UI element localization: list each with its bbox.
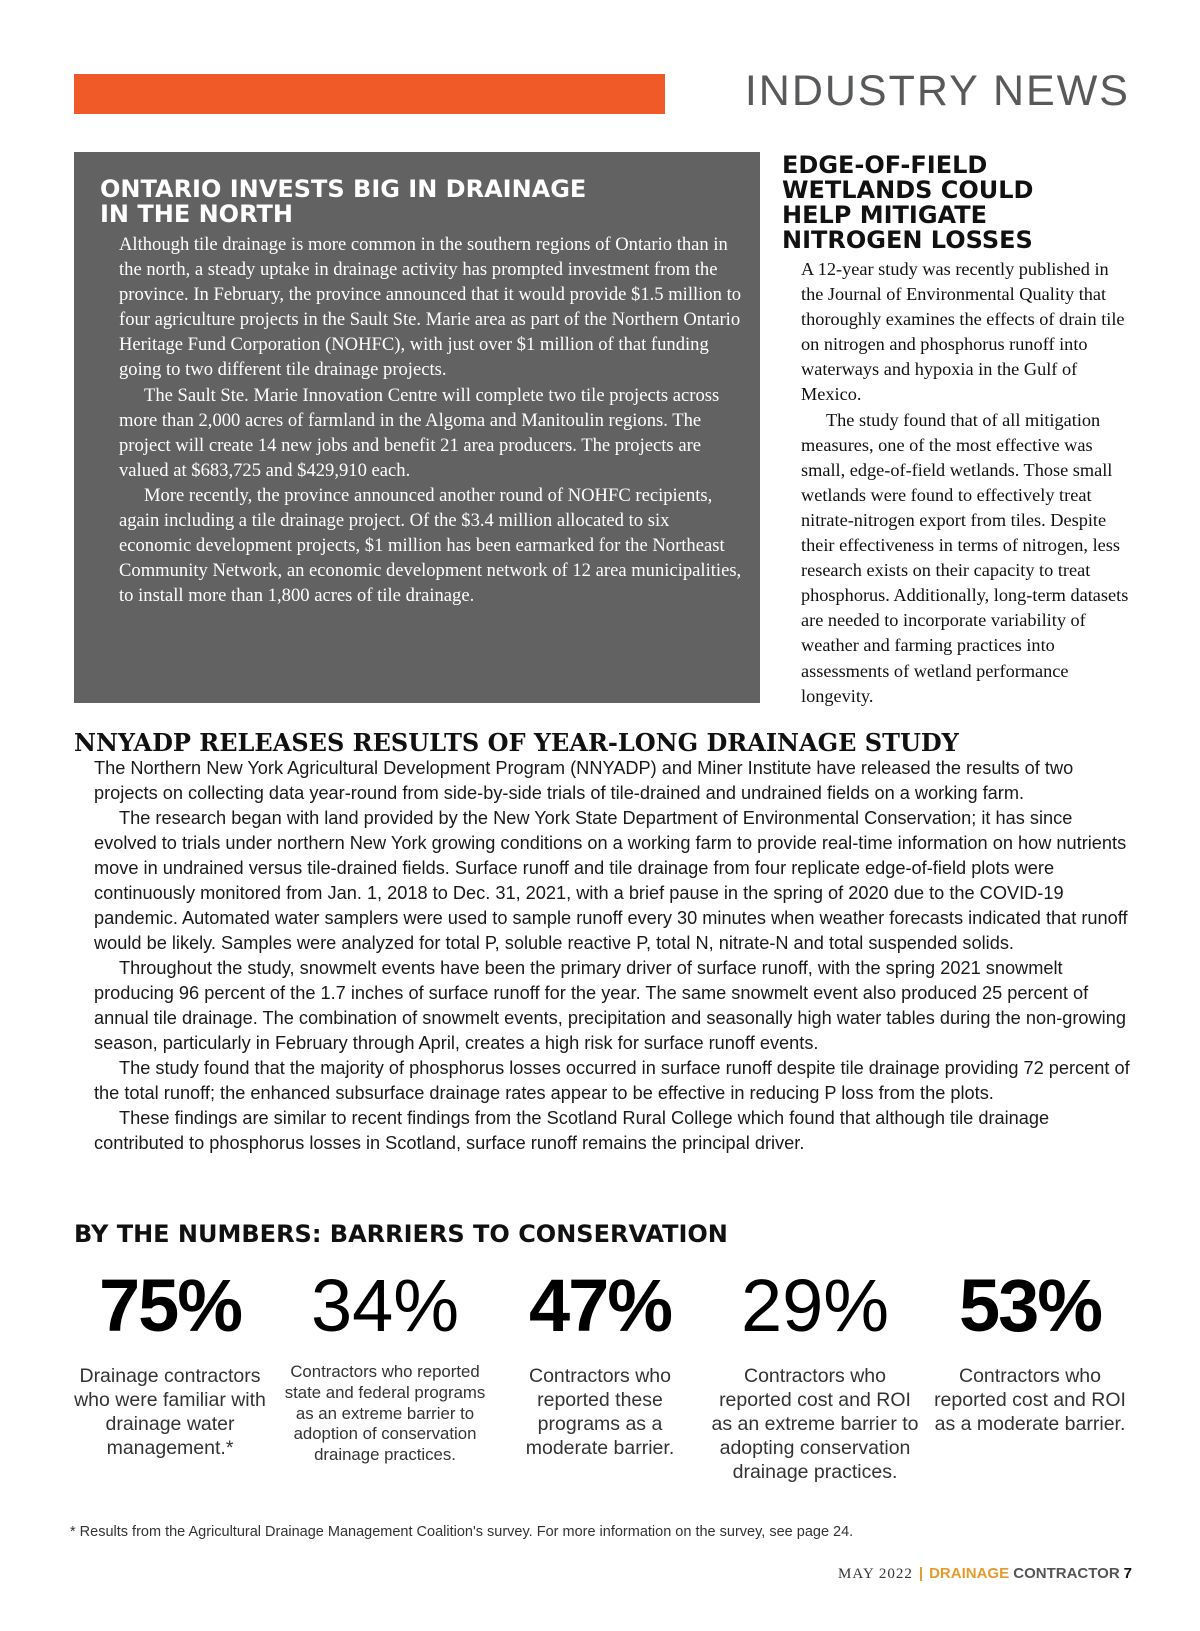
main-article-body [94, 756, 1139, 1156]
side-article-body [801, 257, 1131, 709]
stat-item [925, 1266, 1135, 1436]
stat-description: Contractors who reported cost and ROI as an extreme barrier to adopting conservation drainage practices. [711, 1365, 919, 1483]
by-the-numbers-heading: BY THE NUMBERS: BARRIERS TO CONSERVATION [74, 1220, 728, 1248]
side-heading-line: NITROGEN LOSSES [782, 226, 1033, 254]
footnote: * Results from the Agricultural Drainage Management Coalition's survey. For more information on the survey, see page 24. [70, 1524, 854, 1540]
section-title: INDUSTRY NEWS [744, 67, 1130, 115]
paragraph: These findings are similar to recent findings from the Scotland Rural College which found that although tile drainage contributed to phosphorus losses in Scotland, surface runoff remains the principal driver. [94, 1108, 1050, 1153]
page-number: 7 [1123, 1565, 1132, 1582]
side-heading-line: HELP MITIGATE [782, 201, 988, 229]
paragraph: The Sault Ste. Marie Innovation Centre will complete two tile projects across more than 2,000 acres of farmland in the Algoma and Manitoulin regions. The project will create 14 new jobs and benefit 21 area producers. The projects are valued at $683,725 and $429,910 each. [119, 384, 720, 481]
stat-value: 47% [528, 1264, 672, 1347]
paragraph: Although tile drainage is more common in the southern regions of Ontario than in the north, a steady uptake in drainage activity has prompted investment from the province. In February, the province announced that it would provide $1.5 million to four agriculture projects in the Sault Ste. Marie area as part of the Northern Ontario Heritage Fund Corporation (NOHFC), with just over $1 million of that funding going to two different tile drainage projects. [119, 234, 742, 381]
stat-item [280, 1266, 490, 1466]
header-accent-bar [74, 74, 665, 114]
paragraph: A 12-year study was recently published in the Journal of Environmental Quality that thoroughly examines the effects of drain tile on nitrogen and phosphorus runoff into waterways and hypoxia in the Gulf of Mexico. [801, 259, 1125, 405]
page-folio [838, 1565, 1132, 1583]
side-heading-line: EDGE-OF-FIELD [782, 151, 988, 179]
paragraph: Throughout the study, snowmelt events have been the primary driver of surface runoff, with the spring 2021 snowmelt producing 96 percent of the 1.7 inches of surface runoff for the year. The same snowmelt event also produced 25 percent of annual tile drainage. The combination of snowmelt events, precipitation and seasonally high water tables during the non-growing season, particularly in February through April, creates a high risk for surface runoff events. [94, 958, 1126, 1053]
sidebar-heading-line: ONTARIO INVESTS BIG IN DRAINAGE [100, 175, 587, 203]
paragraph: The study found that the majority of phosphorus losses occurred in surface runoff despite tile drainage providing 72 percent of the total runoff; the enhanced subsurface drainage rates appear to be effective in reducing P loss from the plots. [94, 1058, 1130, 1103]
paragraph: The study found that of all mitigation measures, one of the most effective was small, edge-of-field wetlands. Those small wetlands were found to effectively treat nitrate-nitrogen export from tiles. Despite their effectiveness in terms of nitrogen, less research exists on their capacity to treat phosphorus. Additionally, long-term datasets are needed to incorporate variability of weather and farming practices into assessments of wetland performance longevity. [801, 409, 1129, 706]
stat-description: Contractors who reported state and federal programs as an extreme barrier to adoption of conservation drainage practices. [284, 1362, 486, 1465]
main-article-heading: NNYADP RELEASES RESULTS OF YEAR-LONG DRAINAGE STUDY [74, 728, 959, 757]
stat-item [65, 1266, 275, 1460]
stat-value: 29% [740, 1264, 890, 1347]
stat-value: 34% [310, 1264, 460, 1347]
paragraph: The research began with land provided by the New York State Department of Environmental Conservation; it has since evolved to trials under northern New York growing conditions on a working farm to provide real-time information on how nutrients move in undrained versus tile-drained fields. Surface runoff and tile drainage from four replicate edge-of-field plots were continuously monitored from Jan. 1, 2018 to Dec. 31, 2021, with a brief pause in the spring of 2020 due to the COVID-19 pandemic. Automated water samplers were used to sample runoff every 30 minutes when weather forecasts indicated that runoff would be likely. Samples were analyzed for total P, soluble reactive P, total N, nitrate-N and total suspended solids. [94, 808, 1128, 953]
magazine-name-part2: CONTRACTOR [1013, 1565, 1120, 1582]
paragraph: More recently, the province announced another round of NOHFC recipients, again including a tile drainage project. Of the $3.4 million allocated to six economic development projects, $1 million has been earmarked for the Northeast Community Network, an economic development network of 12 area municipalities, to install more than 1,800 acres of tile drainage. [119, 484, 742, 607]
magazine-name-part1: DRAINAGE [929, 1565, 1010, 1582]
sidebar-article-body [119, 232, 744, 608]
stat-item [495, 1266, 705, 1460]
side-heading-line: WETLANDS COULD [782, 176, 1034, 204]
stat-item [710, 1266, 920, 1484]
side-article-heading [782, 153, 1142, 253]
stat-value: 53% [958, 1264, 1102, 1347]
stat-description: Contractors who reported these programs as a moderate barrier. [525, 1365, 675, 1459]
stat-value: 75% [98, 1264, 242, 1347]
paragraph: The Northern New York Agricultural Development Program (NNYADP) and Miner Institute have released the results of two projects on collecting data year-round from side-by-side trials of tile-drained and undrained fields on a working farm. [94, 758, 1074, 803]
stat-description: Drainage contractors who were familiar with drainage water management.* [74, 1365, 266, 1459]
stat-description: Contractors who reported cost and ROI as a moderate barrier. [934, 1365, 1126, 1435]
folio-separator: | [918, 1565, 924, 1582]
issue-date: MAY 2022 [838, 1566, 913, 1582]
sidebar-heading-line: IN THE NORTH [100, 200, 293, 228]
sidebar-article-heading [100, 177, 740, 227]
